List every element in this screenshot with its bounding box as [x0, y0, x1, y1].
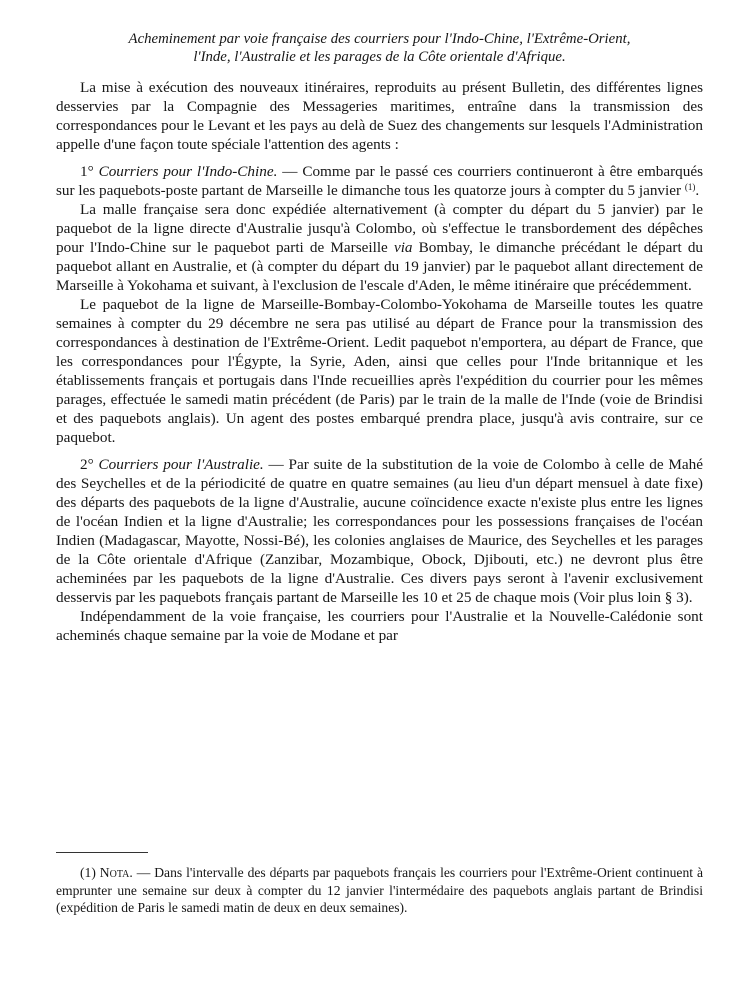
- document-title: [56, 30, 703, 66]
- section-1-number: 1°: [80, 163, 94, 180]
- paragraph-2-before: La malle française sera donc expédiée alternativement (à compter du départ du 5 janvier) par le paquebot de la ligne directe d'Australie jusqu'à Colombo, où s'effectue le transbordement des dépêches pour l'Indo-Chine sur le paquebot parti de Marseille: [56, 201, 703, 256]
- footnote-mark: (1): [80, 865, 96, 880]
- section-1-text: — Comme par le passé ces courriers continueront à être embarqués sur les paquebots-poste partant de Marseille le dimanche tous les quatorze jours à compter du 5 janvier: [56, 163, 703, 199]
- title-line-2: l'Inde, l'Australie et les parages de la Côte orientale d'Afrique.: [193, 49, 566, 65]
- intro-paragraph: La mise à exécution des nouveaux itinéraires, reproduits au présent Bulletin, des différentes lignes desservies par la Compagnie des Messageries maritimes, entraîne dans la transmission des correspondances pour le Levant et les pays au delà de Suez des changements sur lesquels l'Administration appelle d'une façon toute spéciale l'attention des agents :: [56, 79, 703, 153]
- footnote-divider: [56, 852, 148, 853]
- footnote-label: Nota.: [99, 865, 133, 880]
- section-2-paragraph: [56, 455, 703, 607]
- paragraph-paquebot-bombay: Le paquebot de la ligne de Marseille-Bombay-Colombo-Yokohama de Marseille toutes les quatre semaines à compter du 29 décembre ne sera pas utilisé au départ de France pour la transmission des correspondances à destination de l'Extrême-Orient. Ledit paquebot n'emportera, au départ de France, que les correspondances pour l'Égypte, la Syrie, Aden, ainsi que celles pour l'Inde britannique et les établissements français et portugais dans l'Inde recueillies après l'expédition du courrier pour les mêmes parages, effectuée le samedi matin précédent (de Paris) par le train de la malle de l'Inde (voie de Brindisi et des paquebots anglais). Un agent des postes embarqué prendra place, jusqu'à avis contraire, sur ce paquebot.: [56, 296, 703, 446]
- section-1-end: .: [695, 182, 700, 199]
- paragraph-2-after: Bombay, le dimanche précédant le départ du paquebot allant en Australie, et (à compter du départ du 19 janvier) par le paquebot allant directement de Marseille à Yokohama et suivant, à l'exclusion de l'escale d'Aden, le même itinéraire que précédemment.: [56, 239, 704, 294]
- footnote: [56, 864, 703, 917]
- footnote-text: — Dans l'intervalle des départs par paquebots français les courriers pour l'Extrême-Orient continuent à emprunter une semaine sur deux à compter du 12 janvier l'intermédaire des paquebots anglais partant de Brindisi (expédition de Paris le samedi matin de deux en deux semaines).: [56, 865, 703, 915]
- section-1-heading: Courriers pour l'Indo-Chine.: [98, 163, 278, 180]
- paragraph-independamment: Indépendamment de la voie française, les courriers pour l'Australie et la Nouvelle-Calédonie sont acheminés chaque semaine par la voie de Modane et par: [56, 608, 703, 644]
- title-line-1: Acheminement par voie française des courriers pour l'Indo-Chine, l'Extrême-Orient,: [128, 31, 631, 47]
- body-text: [56, 78, 703, 645]
- paragraph-malle-francaise: [56, 200, 703, 295]
- footnote-reference: (1): [684, 182, 696, 192]
- section-2-text: — Par suite de la substitution de la voie de Colombo à celle de Mahé des Seychelles et de la périodicité de quatre en quatre semaines (au lieu d'un départ mensuel à date fixe) des départs des paquebots de la ligne d'Australie, aucune coïncidence exacte n'existe plus entre les lignes de l'océan Indien et la ligne d'Australie; les correspondances pour les possessions françaises de l'océan Indien (Madagascar, Mayotte, Nossi-Bé), les colonies anglaises de Maurice, des Seychelles et les parages de la Côte orientale d'Afrique (Zanzibar, Mozambique, Obock, Djibouti, etc.) ne devront plus être acheminées par les paquebots de la ligne d'Australie. Ces divers pays seront à l'avenir exclusivement desservis par les paquebots français partant de Marseille les 10 et 25 de chaque mois (Voir plus loin § 3).: [56, 456, 704, 606]
- section-1-paragraph: [56, 162, 703, 200]
- section-2-number: 2°: [80, 456, 94, 473]
- paragraph-2-via: via: [393, 239, 413, 256]
- section-2-heading: Courriers pour l'Australie.: [98, 456, 264, 473]
